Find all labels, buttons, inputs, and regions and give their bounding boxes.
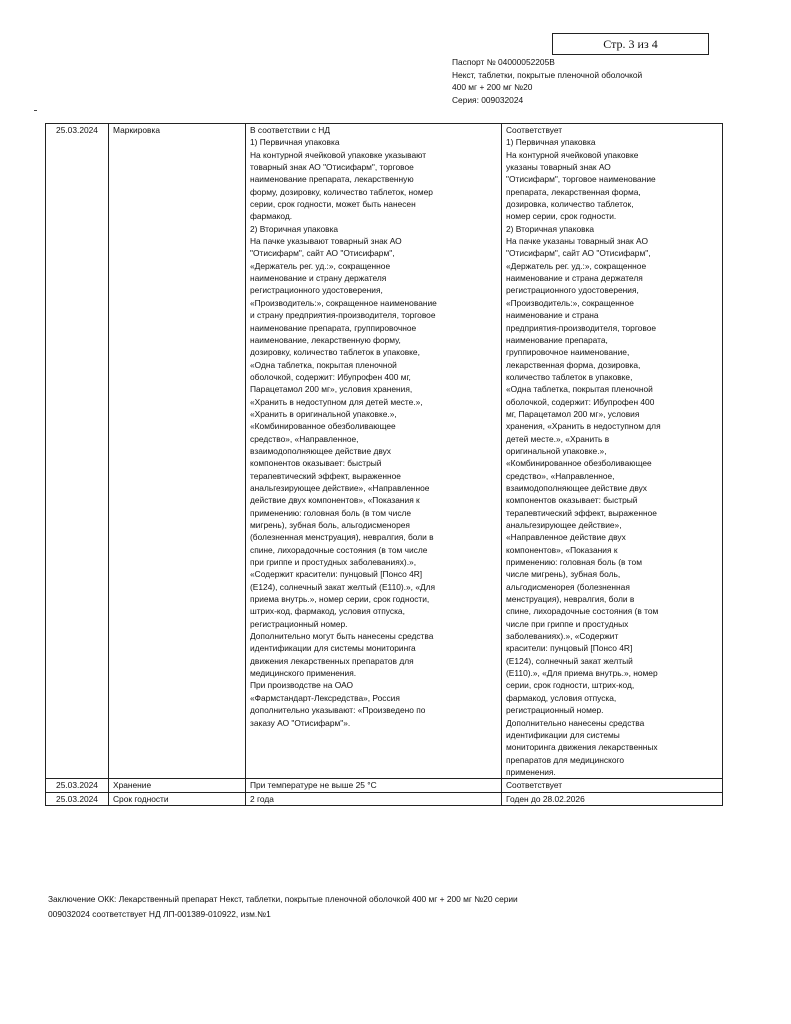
batch-series: Серия: 009032024 <box>452 94 524 105</box>
row-date: 25.03.2024 <box>46 792 109 805</box>
text-line: взаимодополняющее действие двух <box>250 445 391 456</box>
table-row-storage <box>46 779 723 792</box>
text-line: взаимодополняющее действие двух <box>506 482 647 493</box>
text-line: идентификации для системы <box>506 729 620 740</box>
text-line: (Е124), солнечный закат желтый <box>506 655 633 666</box>
text-line: форму, дозировку, количество таблеток, номер <box>250 186 433 197</box>
text-line: В соответствии с НД <box>250 125 331 135</box>
text-line: Соответствует <box>506 125 563 135</box>
text-line: наименование препарата, лекарственную <box>250 174 414 185</box>
text-line: При температуре не выше 25 °С <box>250 780 377 791</box>
text-line: средство», «Направленное, <box>250 433 359 444</box>
text-line: Годен до 28.02.2026 <box>506 793 585 804</box>
text-line: наименование и страна держателя <box>506 273 643 284</box>
text-line: На пачке указаны товарный знак АО <box>506 236 648 247</box>
page-number-box <box>552 33 709 55</box>
text-line: средство», «Направленное, <box>506 470 615 481</box>
text-line: наименование препарата, группировочное <box>250 322 417 333</box>
text-line: наименование, лекарственную форму, <box>250 334 401 345</box>
text-line: заказу АО "Отисифарм"». <box>250 717 351 728</box>
text-line: спине, лихорадочные состояния (в том числе <box>250 544 428 555</box>
text-line: мониторинга движения лекарственных <box>506 742 658 753</box>
text-line: оболочкой, содержит: Ибупрофен 400 <box>506 396 655 407</box>
text-line: указаны товарный знак АО <box>506 162 611 173</box>
text-line: применению: головная боль (в том <box>506 557 642 568</box>
row-requirement <box>246 779 502 792</box>
text-line: препарата, лекарственная форма, <box>506 186 641 197</box>
text-line: наименование и страну держателя <box>250 273 387 284</box>
text-line: наименование препарата, <box>506 334 608 345</box>
text-line: препаратов для медицинского <box>506 754 625 765</box>
text-line: Парацетамол 200 мг», условия хранения, <box>250 384 413 395</box>
text-line: Дополнительно нанесены средства <box>506 717 645 728</box>
text-line: красители: пунцовый [Понсо 4R] <box>506 643 633 654</box>
row-result <box>502 792 723 805</box>
text-line: движения лекарственных препаратов для <box>250 655 414 666</box>
text-line: (Е124), солнечный закат желтый (Е110).», «Для <box>250 581 436 592</box>
text-line: товарный знак АО "Отисифарм", торговое <box>250 162 414 173</box>
text-line: оригинальной упаковке.», <box>506 445 607 456</box>
text-line: «Содержит красители: пунцовый [Понсо 4R] <box>250 569 423 580</box>
text-line: дозировку, количество таблеток в упаковке, <box>250 347 420 358</box>
passport-number: Паспорт № 04000052205В <box>452 57 555 67</box>
text-line: при гриппе и простудных заболеваниях).», <box>250 557 417 568</box>
text-line: На контурной ячейковой упаковке <box>506 149 639 160</box>
text-line: и страну предприятия-производителя, торговое <box>250 310 436 321</box>
margin-tick-mark <box>34 110 37 111</box>
text-line: "Отисифарм", торговое наименование <box>506 174 656 185</box>
text-line: фармакод, условия отпуска, <box>506 692 617 703</box>
text-line: регистрационного удостоверения, <box>506 285 639 296</box>
text-line: (Е110).», «Для приема внутрь.», номер <box>506 668 658 679</box>
conclusion-line: Заключение ОКК: Лекарственный препарат Некст, таблетки, покрытые пленочной оболочкой 400 мг + 200 мг №20 серии <box>48 894 518 904</box>
text-line: спине, лихорадочные состояния (в том <box>506 606 659 617</box>
text-line: числе мигрень), зубная боль, <box>506 569 621 580</box>
text-line: (болезненная менструация), невралгия, боли в <box>250 532 434 543</box>
text-line: менструация), невралгия, боли в <box>506 594 635 605</box>
text-line: мигрень), зубная боль, альгодисменорея <box>250 520 410 530</box>
qc-conclusion <box>48 892 518 922</box>
text-line: идентификации для системы мониторинга <box>250 643 416 654</box>
text-line: количество таблеток в упаковке, <box>506 371 633 382</box>
text-line: компонентов оказывает: быстрый <box>506 495 638 506</box>
text-line: группировочное наименование, <box>506 347 630 358</box>
text-line: На пачке указывают товарный знак АО <box>250 236 402 247</box>
text-line: штрих-код, фармакод, условия отпуска, <box>250 606 405 617</box>
text-line: При производстве на ОАО <box>250 680 353 691</box>
text-line: числе при гриппе и простудных <box>506 618 629 629</box>
text-line: «Хранить в недоступном для детей месте.», <box>250 396 423 407</box>
table-row-shelf-life <box>46 792 723 805</box>
text-line: «Хранить в оригинальной упаковке.», <box>250 408 397 419</box>
text-line: альгодисменорея (болезненная <box>506 581 630 592</box>
text-line: Дополнительно могут быть нанесены средства <box>250 631 434 642</box>
text-line: На контурной ячейковой упаковке указывают <box>250 149 427 160</box>
text-line: «Комбинированное обезболивающее <box>506 458 652 469</box>
row-parameter: Хранение <box>109 779 246 792</box>
text-line: серии, срок годности, может быть нанесен <box>250 199 416 210</box>
text-line: "Отисифарм", сайт АО "Отисифарм", <box>506 248 651 259</box>
row-date: 25.03.2024 <box>46 124 109 779</box>
text-line: 2) Вторичная упаковка <box>250 223 339 234</box>
text-line: терапевтический эффект, выраженное <box>250 470 401 481</box>
text-line: мг, Парацетамол 200 мг», условия <box>506 408 640 419</box>
text-line: заболеваниях).», «Содержит <box>506 631 619 642</box>
text-line: медицинского применения. <box>250 668 357 679</box>
text-line: детей месте.», «Хранить в <box>506 433 610 444</box>
text-line: компонентов», «Показания к <box>506 544 618 555</box>
text-line: фармакод. <box>250 211 293 222</box>
text-line: компонентов оказывает: быстрый <box>250 458 382 469</box>
text-line: Соответствует <box>506 780 563 791</box>
text-line: серии, срок годности, штрих-код, <box>506 680 635 691</box>
row-requirement <box>246 124 502 779</box>
text-line: 2) Вторичная упаковка <box>506 223 595 234</box>
product-name: Некст, таблетки, покрытые пленочной оболочкой <box>452 69 643 80</box>
text-line: регистрационный номер. <box>250 618 348 629</box>
product-dosage: 400 мг + 200 мг №20 <box>452 82 533 93</box>
text-line: "Отисифарм", сайт АО "Отисифарм", <box>250 248 395 259</box>
text-line: дополнительно указывают: «Произведено по <box>250 705 426 716</box>
row-requirement <box>246 792 502 805</box>
text-line: регистрационного удостоверения, <box>250 285 383 296</box>
row-date: 25.03.2024 <box>46 779 109 792</box>
text-line: «Держатель рег. уд.:», сокращенное <box>250 260 391 271</box>
text-line: номер серии, срок годности. <box>506 211 617 222</box>
text-line: анальгезирующее действие», <box>506 520 622 530</box>
text-line: терапевтический эффект, выраженное <box>506 507 657 518</box>
conclusion-line: 009032024 соответствует НД ЛП-001389-010922, изм.№1 <box>48 909 271 919</box>
text-line: анальгезирующее действие», «Направленное <box>250 482 430 493</box>
row-result <box>502 124 723 779</box>
text-line: «Держатель рег. уд.:», сокращенное <box>506 260 647 271</box>
text-line: «Одна таблетка, покрытая пленочной <box>506 384 653 395</box>
text-line: 1) Первичная упаковка <box>506 137 596 148</box>
row-parameter: Срок годности <box>109 792 246 805</box>
text-line: «Фармстандарт-Лексредства», Россия <box>250 692 400 703</box>
text-line: применению: головная боль (в том числе <box>250 507 412 518</box>
table-row-marking <box>46 124 723 779</box>
row-result <box>502 779 723 792</box>
text-line: 2 года <box>250 793 274 804</box>
text-line: лекарственная форма, дозировка, <box>506 359 641 370</box>
text-line: приема внутрь.», номер серии, срок годности, <box>250 594 430 605</box>
text-line: «Производитель:», сокращенное наименование <box>250 297 437 308</box>
row-parameter: Маркировка <box>109 124 246 779</box>
text-line: оболочкой, содержит: Ибупрофен 400 мг, <box>250 371 411 382</box>
text-line: «Одна таблетка, покрытая пленочной <box>250 359 397 370</box>
text-line: применения. <box>506 766 556 777</box>
text-line: «Производитель:», сокращенное <box>506 297 634 308</box>
text-line: регистрационный номер. <box>506 705 604 716</box>
text-line: 1) Первичная упаковка <box>250 137 340 148</box>
text-line: действие двух компонентов», «Показания к <box>250 495 420 506</box>
page-number-text: Стр. 3 из 4 <box>603 36 658 51</box>
test-results-table <box>45 123 723 806</box>
text-line: предприятия-производителя, торговое <box>506 322 657 333</box>
text-line: хранения, «Хранить в недоступном для <box>506 421 661 432</box>
text-line: дозировка, количество таблеток, <box>506 199 634 210</box>
text-line: «Комбинированное обезболивающее <box>250 421 396 432</box>
passport-info <box>452 56 642 106</box>
text-line: «Направленное действие двух <box>506 532 626 543</box>
text-line: наименование и страна <box>506 310 599 321</box>
